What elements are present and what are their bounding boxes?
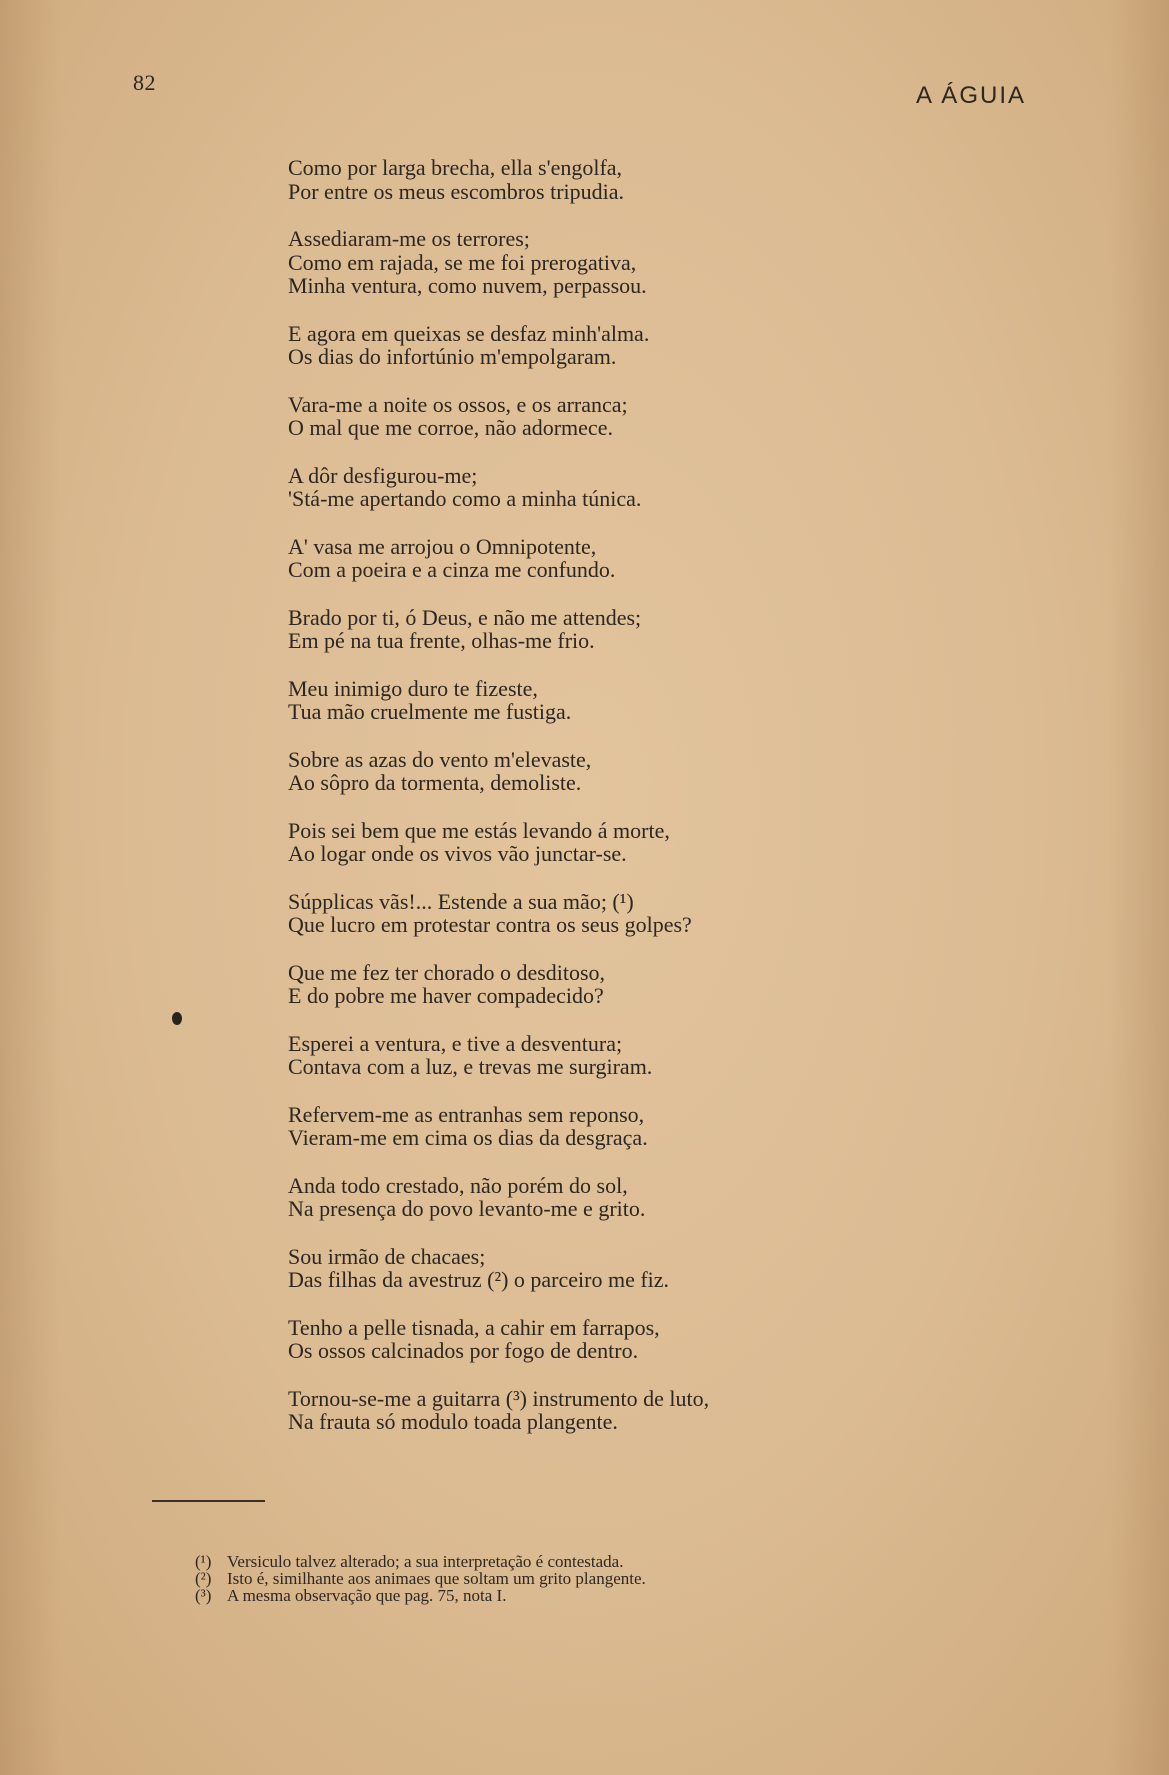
footnote — [195, 1553, 815, 1570]
poem-line: Vara-me a noite os ossos, e os arranca; — [288, 391, 628, 417]
poem-line: A dôr desfigurou-me; — [288, 462, 478, 488]
stanza — [288, 1245, 848, 1292]
poem-line: Tenho a pelle tisnada, a cahir em farrapos, — [288, 1314, 660, 1340]
stanza — [288, 1103, 848, 1150]
poem-line: Meu inimigo duro te fizeste, — [288, 675, 538, 701]
poem-line: Na presença do povo levanto-me e grito. — [288, 1196, 646, 1221]
stanza — [288, 1174, 848, 1221]
poem-line: Pois sei bem que me estás levando á morte, — [288, 817, 670, 843]
footnote — [195, 1570, 815, 1587]
poem-line: O mal que me corroe, não adormece. — [288, 415, 613, 440]
poem-line: Minha ventura, como nuvem, perpassou. — [288, 273, 647, 298]
stanza — [288, 156, 848, 203]
footnote-text: A mesma observação que pag. 75, nota I. — [227, 1586, 507, 1605]
stanza — [288, 464, 848, 511]
footnote-mark: (¹) — [195, 1552, 212, 1571]
page-edge-shadow-right — [1109, 0, 1169, 1775]
stanza — [288, 890, 848, 937]
ink-speck — [172, 1012, 182, 1025]
footnote-mark: (²) — [195, 1569, 212, 1588]
poem-line: Que lucro em protestar contra os seus golpes? — [288, 912, 692, 937]
stanza — [288, 1316, 848, 1363]
poem-line: Esperei a ventura, e tive a desventura; — [288, 1030, 623, 1056]
poem-line: 'Stá-me apertando como a minha túnica. — [288, 486, 642, 511]
stanza — [288, 227, 848, 298]
poem-line: A' vasa me arrojou o Omnipotente, — [288, 533, 597, 559]
poem-line: Tua mão cruelmente me fustiga. — [288, 699, 572, 724]
poem-line: Tornou-se-me a guitarra (³) instrumento de luto, — [288, 1385, 710, 1411]
stanza — [288, 1387, 848, 1434]
stanza — [288, 322, 848, 369]
footnote-divider — [152, 1500, 265, 1502]
footnote — [195, 1587, 815, 1604]
poem-line: Refervem-me as entranhas sem reponso, — [288, 1101, 645, 1127]
poem-line: Contava com a luz, e trevas me surgiram. — [288, 1054, 653, 1079]
poem-line: E agora em queixas se desfaz minh'alma. — [288, 320, 650, 346]
poem-line: Na frauta só modulo toada plangente. — [288, 1409, 618, 1434]
running-title: A ÁGUIA — [915, 82, 1026, 109]
stanza — [288, 819, 848, 866]
poem-line: Em pé na tua frente, olhas-me frio. — [288, 628, 595, 653]
poem-line: Como por larga brecha, ella s'engolfa, — [288, 155, 623, 180]
poem-line: Das filhas da avestruz (²) o parceiro me fiz. — [288, 1267, 670, 1292]
poem-line: Ao logar onde os vivos vão junctar-se. — [288, 841, 627, 866]
poem-line: Como em rajada, se me foi prerogativa, — [288, 249, 637, 275]
poem-line: Assediaram-me os terrores; — [288, 226, 530, 251]
page-number: 82 — [133, 70, 156, 95]
poem-line: Que me fez ter chorado o desditoso, — [288, 959, 606, 985]
poem-line: Anda todo crestado, não porém do sol, — [288, 1172, 628, 1198]
poem-line: Sobre as azas do vento m'elevaste, — [288, 746, 592, 772]
stanza — [288, 393, 848, 440]
footnote-mark: (³) — [195, 1586, 212, 1605]
poem-line: Súpplicas vãs!... Estende a sua mão; (¹) — [288, 888, 634, 914]
poem-line: Os ossos calcinados por fogo de dentro. — [288, 1338, 639, 1363]
stanza — [288, 748, 848, 795]
poem-line: Com a poeira e a cinza me confundo. — [288, 557, 616, 582]
poem-line: Brado por ti, ó Deus, e não me attendes; — [288, 604, 642, 630]
stanza — [288, 535, 848, 582]
poem-line: E do pobre me haver compadecido? — [288, 983, 604, 1008]
page-edge-shadow-left — [0, 0, 60, 1775]
stanza — [288, 677, 848, 724]
poem-body — [288, 156, 848, 1434]
stanza — [288, 606, 848, 653]
footnote-text: Isto é, similhante aos animaes que soltam um grito plangente. — [227, 1569, 646, 1588]
poem-line: Sou irmão de chacaes; — [288, 1243, 486, 1269]
poem-line: Os dias do infortúnio m'empolgaram. — [288, 344, 617, 369]
poem-line: Ao sôpro da tormenta, demoliste. — [288, 770, 582, 795]
stanza — [288, 961, 848, 1008]
footnote-text: Versiculo talvez alterado; a sua interpretação é contestada. — [227, 1552, 624, 1571]
footnotes — [195, 1553, 815, 1604]
stanza — [288, 1032, 848, 1079]
poem-line: Por entre os meus escombros tripudia. — [288, 178, 625, 204]
poem-line: Vieram-me em cima os dias da desgraça. — [288, 1125, 648, 1150]
